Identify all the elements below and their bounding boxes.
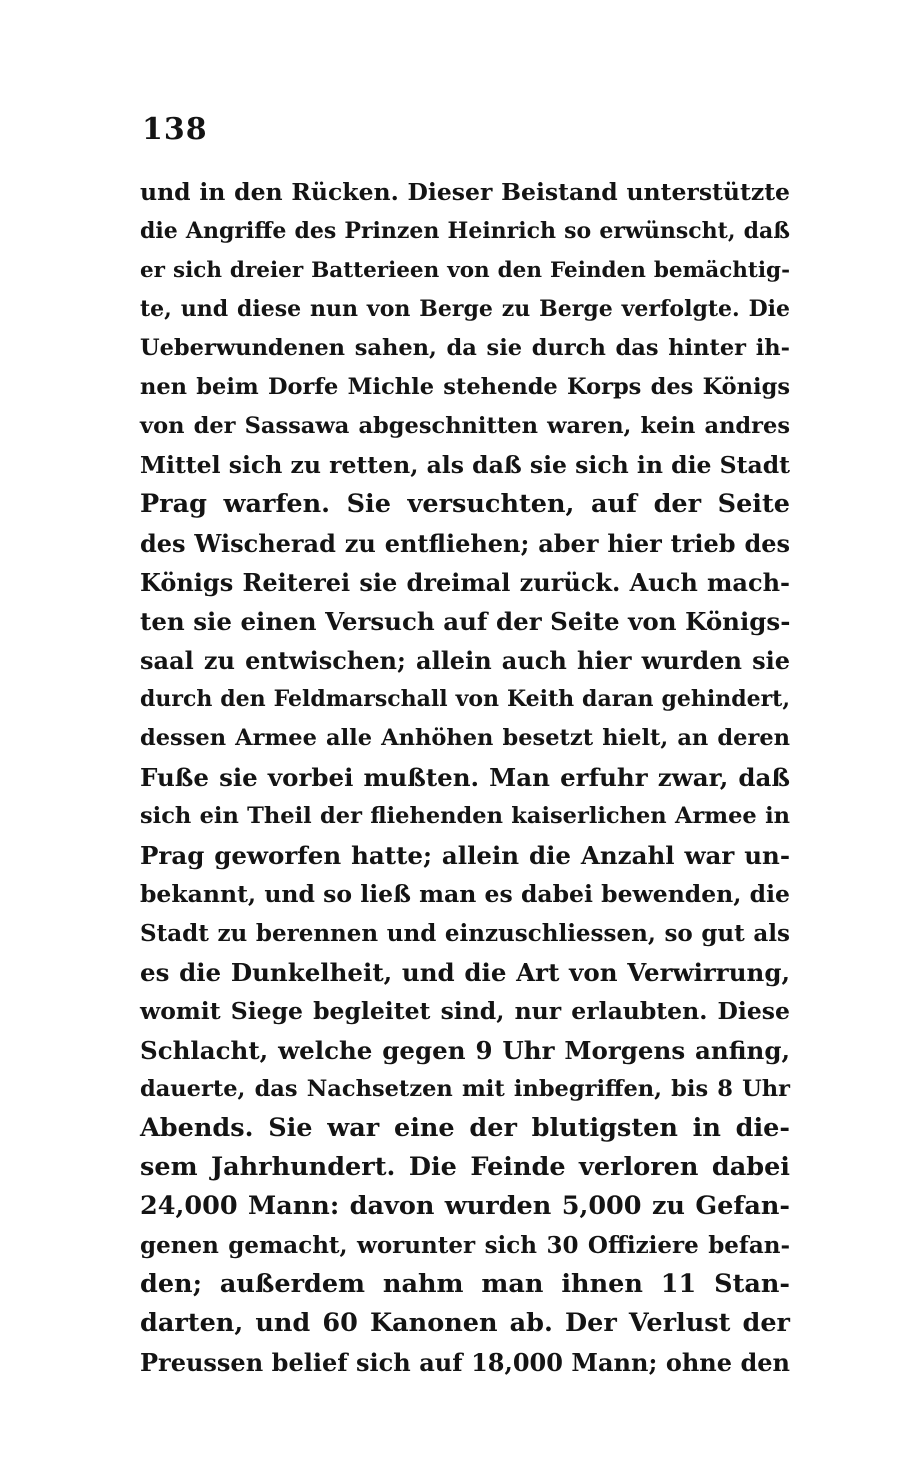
text-line: durch den Feldmarschall von Keith daran gehindert, [140,686,790,712]
text-line: darten, und 60 Kanonen ab. Der Verlust der [140,1308,790,1338]
text-line: es die Dunkelheit, und die Art von Verwirrung, [140,958,790,987]
text-line: ten sie einen Versuch auf der Seite von Königs- [140,607,791,636]
text-line: Stadt zu berennen und einzuschliessen, so gut als [140,920,790,947]
text-line: die Angriffe des Prinzen Heinrich so erwünscht, daß [140,218,790,244]
text-line: Prag warfen. Sie versuchten, auf der Seite [140,489,790,519]
text-line: er sich dreier Batterieen von den Feinden bemächtig- [140,258,790,283]
body-text [140,173,790,1382]
text-line: sem Jahrhundert. Die Feinde verloren dabei [140,1152,790,1182]
text-line: saal zu entwischen; allein auch hier wurden sie [140,646,790,675]
text-line: Mittel sich zu retten, als daß sie sich in die Stadt [140,451,790,479]
text-line: den; außerdem nahm man ihnen 11 Stan- [140,1269,790,1299]
text-line: 24,000 Mann: davon wurden 5,000 zu Gefan- [140,1191,790,1221]
text-line: nen beim Dorfe Michle stehende Korps des Königs [140,374,790,400]
text-line: Prag geworfen hatte; allein die Anzahl war un- [140,841,790,870]
text-line: Preussen belief sich auf 18,000 Mann; ohne den [140,1348,790,1377]
text-line: sich ein Theil der fliehenden kaiserlichen Armee in [140,803,790,829]
text-line: dessen Armee alle Anhöhen besetzt hielt, an deren [140,725,790,751]
text-line: genen gemacht, worunter sich 30 Offiziere befan- [140,1232,790,1259]
text-line: und in den Rücken. Dieser Beistand unterstützte [140,178,790,206]
text-line: Ueberwundenen sahen, da sie durch das hinter ih- [140,335,790,361]
text-line: bekannt, und so ließ man es dabei bewenden, die [140,880,790,908]
text-line: Abends. Sie war eine der blutigsten in die- [140,1113,790,1143]
text-line: des Wischerad zu entfliehen; aber hier trieb des [140,529,790,558]
text-line: womit Siege begleitet sind, nur erlaubten. Diese [140,997,790,1025]
text-line: Schlacht, welche gegen 9 Uhr Morgens anfing, [140,1036,790,1065]
text-line: Fuße sie vorbei mußten. Man erfuhr zwar, daß [140,763,790,792]
text-line: dauerte, das Nachsetzen mit inbegriffen, bis 8 Uhr [140,1076,790,1102]
text-line: Königs Reiterei sie dreimal zurück. Auch mach- [140,568,790,597]
text-line: te, und diese nun von Berge zu Berge verfolgte. Die [140,296,790,322]
page-number: 138 [142,112,208,147]
text-line: von der Sassawa abgeschnitten waren, kein andres [140,413,790,439]
